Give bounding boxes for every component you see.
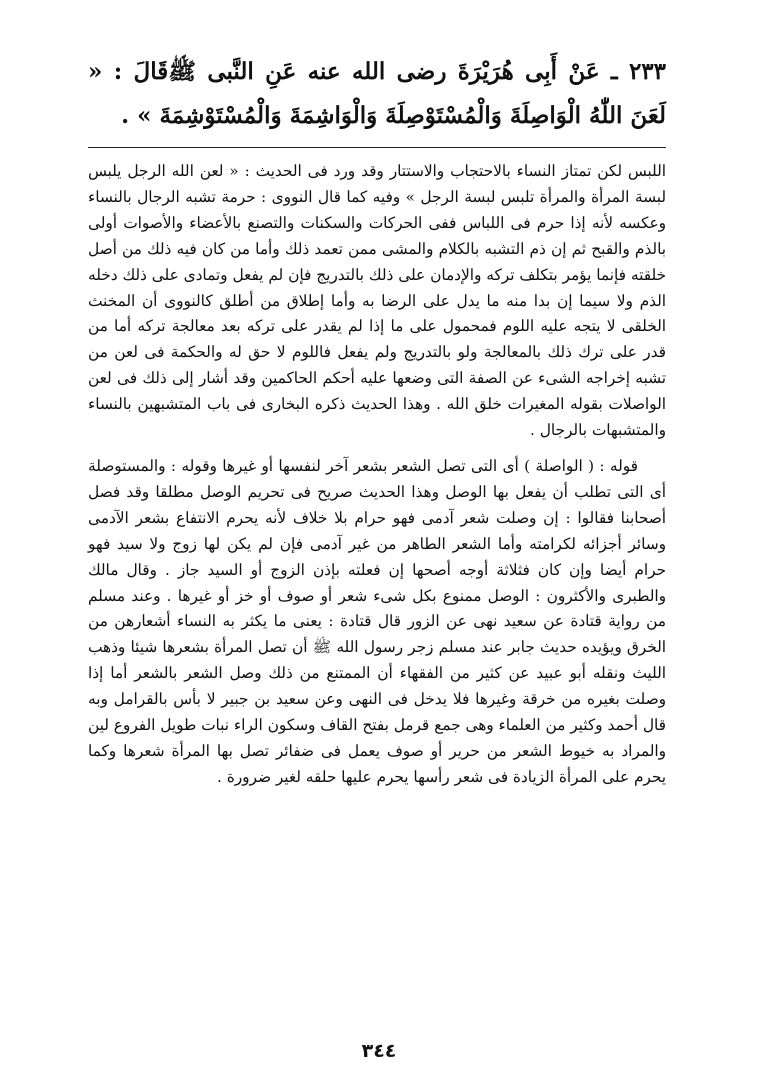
commentary [88, 159, 666, 791]
page-number: ٣٤٤ [361, 1040, 397, 1062]
commentary-paragraph-1: اللبس لكن تمتاز النساء بالاحتجاب والاستتار وقد ورد فى الحديث : « لعن الله الرجل يلبس لبسة المرأة والمرأة تلبس لبسة الرجل » وفيه كما قال النووى : حرمة تشبه الرجال بالنساء وعكسه لأنه إذا حرم فى اللباس ففى الحركات والسكنات والتصنع بالأعضاء والأصوات أولى بالذم والقبح ثم إن ذم التشبه بالكلام والمشى ممن تعمد ذلك وأما من كان فيه ذلك من أصل خلقته فإنما يؤمر بتكلف تركه والإدمان على ذلك بالتدريج فإن لم يفعل وتمادى على ذلك دخله الذم ولا سيما إن بدا منه ما يدل على الرضا به وأما إطلاق من أطلق كالنووى أن المخنث الخلقى لا يتجه عليه اللوم فمحمول على ما إذا لم يقدر على تركه بعد معالجة تركه أما من قدر على ترك ذلك بالمعالجة ولو بالتدريج ولم يفعل فاللوم لا حق له والحكمة فى لعن من تشبه إخراجه الشىء عن الصفة التى وضعها عليه أحكم الحاكمين وقد أشار إلى ذلك فى لعن الواصلات بقوله المغيرات خلق الله . وهذا الحديث ذكره البخارى فى باب المتشبهين بالنساء والمتشبهات بالرجال . [88, 162, 666, 440]
separator-line [88, 147, 666, 148]
hadith-text: ٢٣٣ ـ عَنْ أَبِى هُرَيْرَةَ رضى الله عنه عَنِ النَّبى ﷺقَالَ : « لَعَنَ اللّٰهُ الْوَاصِلَةَ وَالْمُسْتَوْصِلَةَ وَالْوَاشِمَةَ وَالْمُسْتَوْشِمَةَ » . [88, 58, 666, 129]
commentary-paragraph-2: قوله : ( الواصلة ) أى التى تصل الشعر بشعر آخر لنفسها أو غيرها وقوله : والمستوصلة أى التى تطلب أن يفعل بها الوصل وهذا الحديث صريح فى تحريم الوصل مطلقا وقد فصل أصحابنا فقالوا : إن وصلت شعر آدمى فهو حرام بلا خلاف لأنه يحرم الانتفاع بشعر الآدمى وسائر أجزائه لكرامته وأما الشعر الطاهر من غير آدمى فإن لم يكن لها زوج ولا سيد فهو حرام أيضا وإن كان فثلاثة أوجه أصحها إن فعلته بإذن الزوج أو السيد جاز . وقال مالك والطبرى والأكثرون : الوصل ممنوع بكل شىء شعر أو صوف أو خز أو غيرها . وعند مسلم من رواية قتادة عن سعيد نهى عن الزور قال قتادة : يعنى ما يكثر به النساء أشعارهن من الخرق ويؤيده حديث جابر عند مسلم زجر رسول الله ﷺ أن تصل المرأة بشعرها شيئا وذهب الليث ونقله أبو عبيد عن كثير من الفقهاء أن الممتنع من ذلك وصل الشعر بالشعر أما إذا وصلت بغيره من خرقة وغيرها فلا يدخل فى النهى وعن سعيد بن جبير لا بأس بالقرامل وبه قال أحمد وكثير من العلماء وهى جمع قرمل بفتح القاف وسكون الراء نبات طويل الفروع لين والمراد به خيوط الشعر من حرير أو صوف يعمل فى ضفائر تصل بها المرأة شعرها وكما يحرم على المرأة الزيادة فى شعر رأسها يحرم عليها حلقه لغير ضرورة . [88, 456, 666, 786]
